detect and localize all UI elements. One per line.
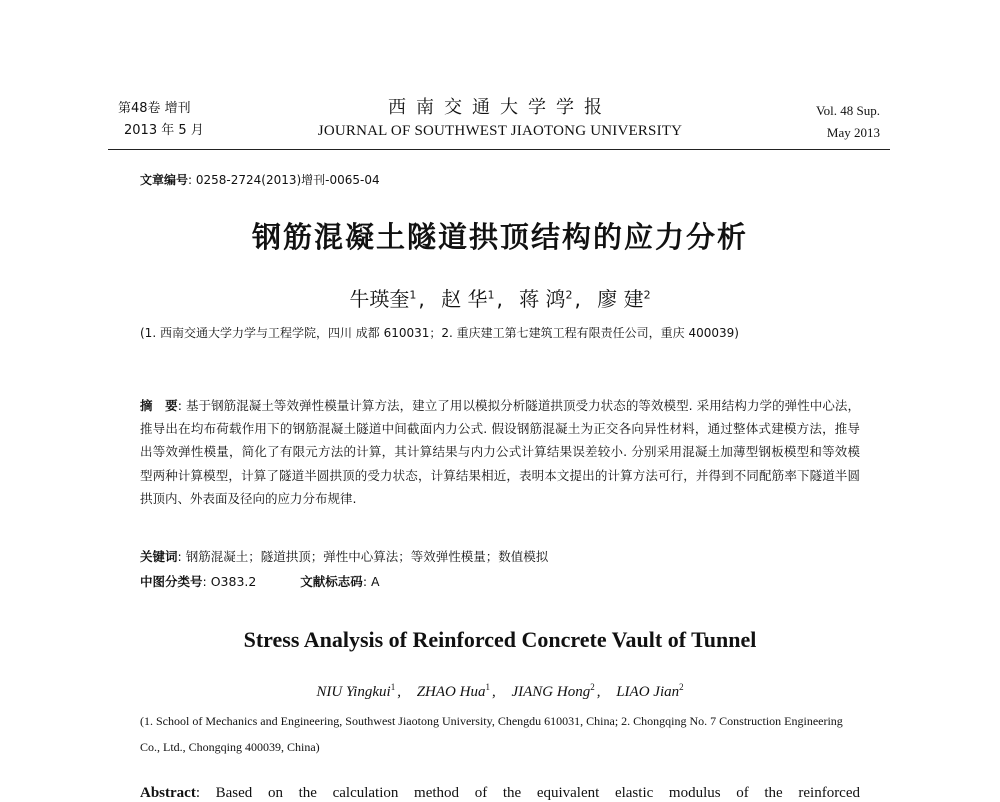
classification bbox=[140, 572, 860, 590]
author-en: LIAO Jian$^2$ bbox=[616, 682, 684, 700]
author-cn: 蒋 鸿$^2$ , bbox=[519, 287, 581, 311]
abstract-cn-label: 摘 要 bbox=[140, 398, 178, 413]
paper-title-cn: 钢筋混凝土隧道拱顶结构的应力分析 bbox=[251, 220, 748, 254]
document-code-label: 文献标志码 bbox=[300, 574, 363, 589]
journal-name-cn: 西南交通大学学报 bbox=[388, 97, 612, 118]
author-cn: 廖 建$^2$ bbox=[597, 287, 651, 311]
keywords-cn bbox=[140, 547, 860, 565]
keywords-text: : 钢筋混凝土；隧道拱顶；弹性中心算法；等效弹性模量；数值模拟 bbox=[177, 549, 549, 564]
author-cn: 牛瑛奎$^1$ , bbox=[349, 287, 425, 311]
abstract-en-label: Abstract bbox=[140, 785, 196, 801]
keywords-label: 关键词 bbox=[140, 549, 178, 564]
abstract-en bbox=[140, 785, 860, 802]
volume-en: Vol. 48 Sup. bbox=[815, 103, 880, 118]
classification-label: 中图分类号 bbox=[140, 574, 203, 589]
date-cn: 2013 年 5 月 bbox=[124, 123, 204, 138]
affiliations-en: (1. School of Mechanics and Engineering, Southwest Jiaotong University, Chengdu 610031, China; 2. Chongqing No. 7 Construction Engineering Co., Ltd., Chongqing 400039, China) bbox=[140, 714, 843, 754]
header-rule bbox=[108, 149, 890, 150]
author-en: NIU Yingkui$^1$ , bbox=[316, 682, 401, 700]
classification-value: : O383.2 bbox=[202, 574, 257, 589]
author-en: ZHAO Hua$^1$ , bbox=[416, 682, 496, 700]
journal-name-en: JOURNAL OF SOUTHWEST JIAOTONG UNIVERSITY bbox=[317, 123, 683, 139]
document-code-value: : A bbox=[362, 574, 380, 589]
abstract-cn bbox=[140, 394, 860, 510]
affiliations-cn: (1. 西南交通大学力学与工程学院，四川 成都 610031；2. 重庆建工第七建筑工程有限责任公司，重庆 400039) bbox=[140, 326, 739, 340]
authors-cn bbox=[120, 283, 880, 312]
author-cn: 赵 华$^1$ , bbox=[441, 287, 503, 311]
article-number bbox=[140, 171, 380, 188]
article-number-value: : 0258-2724(2013)增刊-0065-04 bbox=[188, 173, 380, 187]
abstract-cn-text: : 基于钢筋混凝土等效弹性模量计算方法，建立了用以模拟分析隧道拱顶受力状态的等效模型. 采用结构力学的弹性中心法，推导出在均布荷载作用下的钢筋混凝土隧道中间截面内力公式. 假设钢筋混凝土为正交各向异性材料，通过整体式建模方法，推导出等效弹性模量，简化了有限元方法的计算，其计算结果与内力公式计算结果误差较小. 分别采用混凝土加薄型钢板模型和等效模型两种计算模型，计算了隧道半圆拱顶的受力状态，计算结果相近，表明本文提出的计算方法可行，并得到不同配筋率下隧道半圆拱顶内、外表面及径向的应力分布规律. bbox=[140, 398, 860, 506]
paper-title-en: Stress Analysis of Reinforced Concrete Vault of Tunnel bbox=[243, 627, 757, 652]
article-number-label: 文章编号 bbox=[140, 173, 189, 187]
date-en: May 2013 bbox=[826, 125, 880, 140]
journal-volume-cn bbox=[118, 98, 204, 142]
authors-en bbox=[120, 682, 880, 701]
author-en: JIANG Hong$^2$ , bbox=[511, 682, 601, 700]
journal-title-block bbox=[300, 96, 700, 142]
volume-cn: 第48卷 增刊 bbox=[118, 101, 191, 116]
abstract-en-text: : Based on the calculation method of the equivalent elastic modulus of the reinforced bbox=[195, 785, 860, 801]
journal-volume-en bbox=[770, 100, 880, 144]
